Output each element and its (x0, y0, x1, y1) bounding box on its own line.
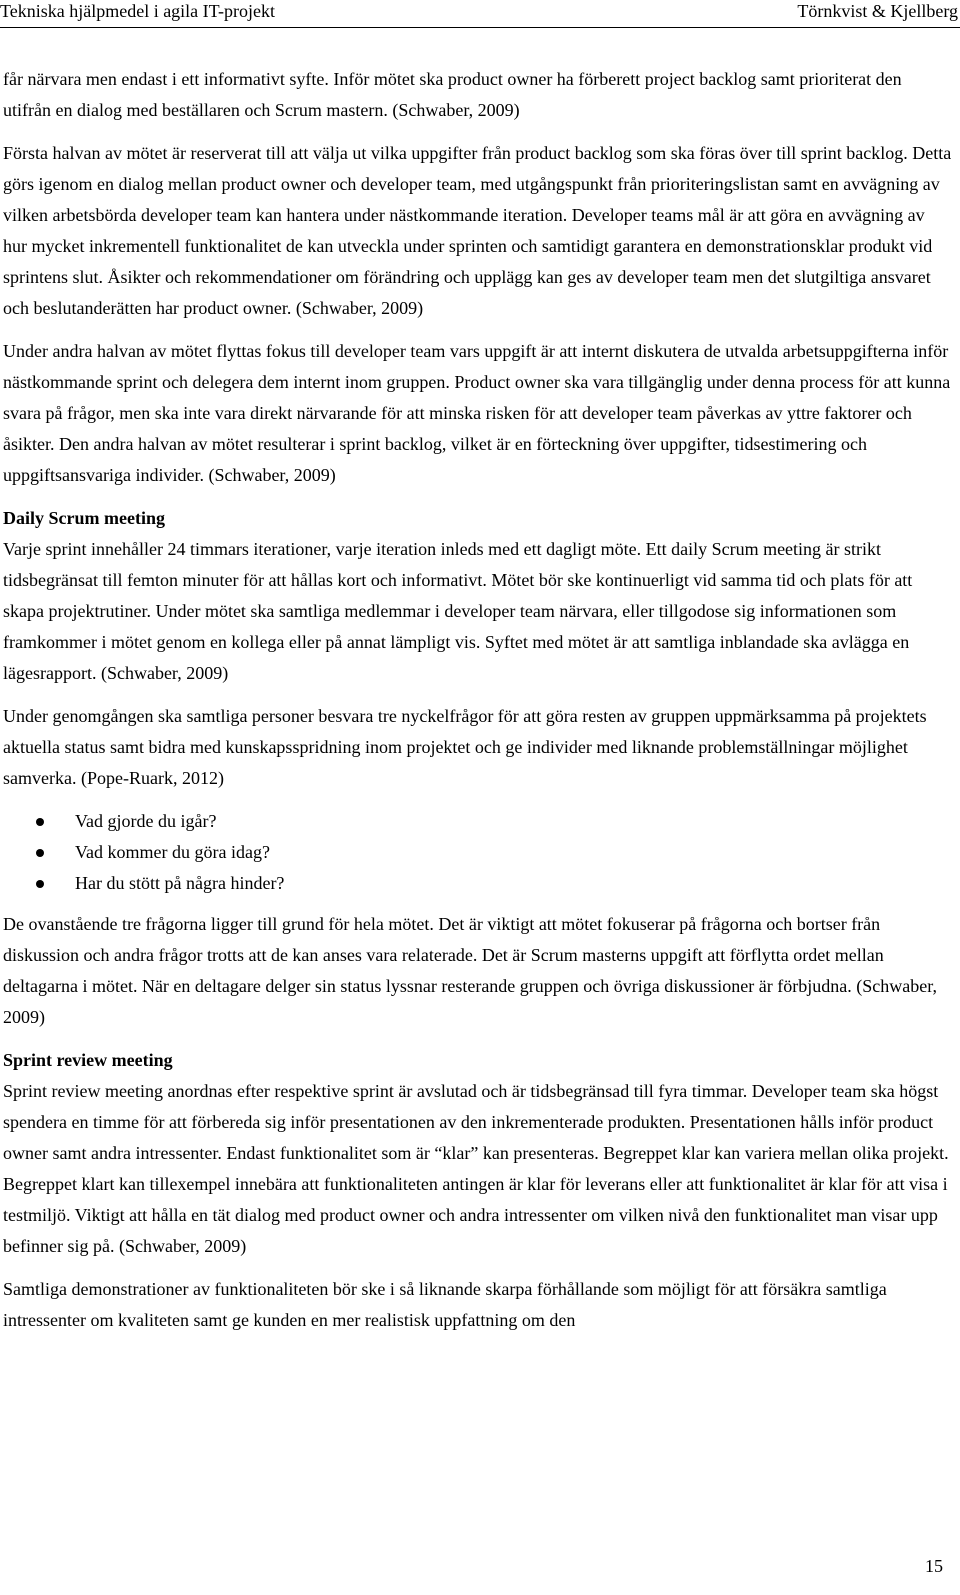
list-item-text: Vad gjorde du igår? (75, 811, 217, 831)
list-item (3, 868, 953, 899)
body-text (3, 64, 953, 1348)
bullet-icon (36, 849, 44, 857)
paragraph: Under andra halvan av mötet flyttas fokus till developer team vars uppgift är att internt diskutera de utvalda arbetsuppgifterna inför nästkommande sprint och delegera dem internt inom gruppen. Product owner ska vara tillgänglig under denna process för att kunna svara på frågor, men ska inte vara direkt närvarande för att minska risken för att developer team påverkas av yttre faktorer och åsikter. Den andra halvan av mötet resulterar i sprint backlog, vilket är en förteckning över uppgifter, tidsestimering och uppgiftsansvariga individer. (Schwaber, 2009) (3, 341, 951, 485)
list-item (3, 806, 953, 837)
header-rule (0, 27, 960, 28)
list-item (3, 837, 953, 868)
header-title: Tekniska hjälpmedel i agila IT-projekt (0, 1, 275, 21)
running-header (0, 0, 960, 28)
list-item-text: Vad kommer du göra idag? (75, 842, 270, 862)
bullet-list (3, 806, 953, 899)
paragraph: Varje sprint innehåller 24 timmars iterationer, varje iteration inleds med ett dagligt möte. Ett daily Scrum meeting är strikt tidsbegränsat till femton minuter för att hållas kort och informativt. Mötet bör ske kontinuerligt vid samma tid och plats för att skapa projektrutiner. Under mötet ska samtliga medlemmar i developer team närvara, eller tillgodose sig informationen som framkommer i mötet genom en kollega eller på annat lämpligt vis. Syftet med mötet är att samtliga inblandade ska avlägga en lägesrapport. (Schwaber, 2009) (3, 539, 913, 683)
page-number: 15 (925, 1556, 943, 1576)
paragraph: Första halvan av mötet är reserverat till att välja ut vilka uppgifter från product backlog som ska föras över till sprint backlog. Detta görs igenom en dialog mellan product owner och developer team, med utgångspunkt från prioriteringslistan samt en avvägning av vilken arbetsbörda developer team kan hantera under nästkommande iteration. Developer teams mål är att göra en avvägning av hur mycket inkrementell funktionalitet de kan utveckla under sprinten och samtidigt garantera en demonstrationsklar produkt vid sprintens slut. Åsikter och rekommendationer om förändring och upplägg kan ges av developer team men det slutgiltiga ansvaret och beslutanderätten har product owner. (Schwaber, 2009) (3, 143, 952, 318)
paragraph: De ovanstående tre frågorna ligger till grund för hela mötet. Det är viktigt att mötet fokuserar på frågorna och bortser från diskussion och andra frågor trotts att de kan anses vara relaterade. Det är Scrum masterns uppgift att förflytta ordet mellan deltagarna i mötet. När en deltagare delger sin status lyssnar resterande gruppen och övriga diskussioner är förbjudna. (Schwaber, 2009) (3, 914, 937, 1027)
paragraph: Samtliga demonstrationer av funktionaliteten bör ske i så liknande skarpa förhållande som möjligt för att försäkra samtliga intressenter om kvaliteten samt ge kunden en mer realistisk uppfattning om den (3, 1279, 887, 1330)
header-authors: Törnkvist & Kjellberg (797, 1, 958, 21)
bullet-icon (36, 818, 44, 826)
bullet-icon (36, 880, 44, 888)
section-heading-daily-scrum: Daily Scrum meeting (3, 508, 165, 528)
paragraph: får närvara men endast i ett informativt syfte. Inför mötet ska product owner ha förberett project backlog samt prioriterat den utifrån en dialog med beställaren och Scrum mastern. (Schwaber, 2009) (3, 69, 902, 120)
list-item-text: Har du stött på några hinder? (75, 873, 285, 893)
paragraph: Sprint review meeting anordnas efter respektive sprint är avslutad och är tidsbegränsad till fyra timmar. Developer team ska högst spendera en timme för att förbereda sig inför presentationen av den inkrementerade produkten. Presentationen hålls inför product owner samt andra intressenter. Endast funktionalitet som är “klar” kan presenteras. Begreppet klar kan variera mellan olika projekt. Begreppet klart kan tillexempel innebära att funktionaliteten antingen är klar för leverans eller att funktionalitet är klar för att visa i testmiljö. Viktigt att hålla en tät dialog med product owner och andra intressenter om vilken nivå den funktionalitet man visar upp befinner sig på. (Schwaber, 2009) (3, 1081, 949, 1256)
paragraph: Under genomgången ska samtliga personer besvara tre nyckelfrågor för att göra resten av gruppen uppmärksamma på projektets aktuella status samt bidra med kunskapsspridning inom projektet och ge individer med liknande problemställningar möjlighet samverka. (Pope-Ruark, 2012) (3, 706, 927, 788)
section-heading-sprint-review: Sprint review meeting (3, 1050, 173, 1070)
